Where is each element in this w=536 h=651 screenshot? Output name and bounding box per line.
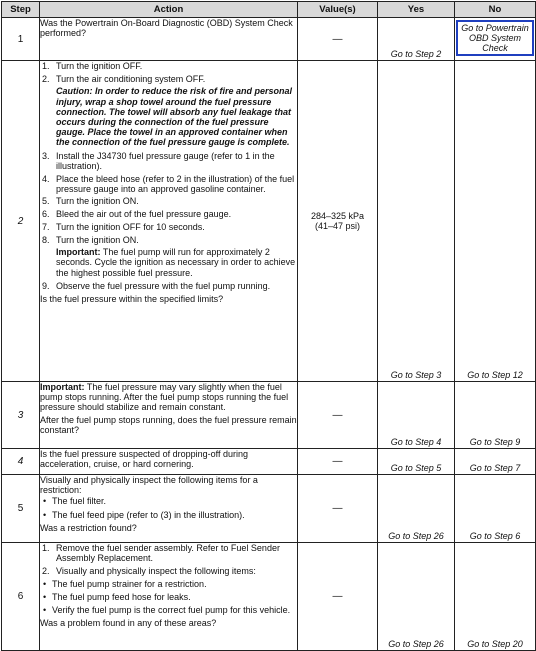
goto-yes-link[interactable]: Go to Step 5 bbox=[390, 463, 442, 473]
action-cell bbox=[40, 61, 298, 382]
value-cell bbox=[298, 382, 378, 449]
action-cell bbox=[40, 475, 298, 543]
caution-note: Caution: In order to reduce the risk of fire and personal injury, wrap a shop towel around the fuel pressure connection. The towel will absorb any fuel leakage that occurs during the connection of the fuel pressure gauge. Place the towel in an approved container when the connection of the fuel pressure gauge is complete. bbox=[56, 86, 293, 148]
header-values: Value(s) bbox=[298, 2, 378, 18]
no-cell bbox=[455, 61, 536, 382]
question: Was a problem found in any of these areas? bbox=[40, 618, 217, 629]
list-item: 1. Turn the ignition OFF. bbox=[42, 61, 143, 71]
value-dash: — bbox=[332, 456, 343, 467]
action-cell bbox=[40, 543, 298, 651]
list-item: 4. Place the bleed hose (refer to 2 in the illustration) of the fuel pressure gauge into an approved gasoline container. bbox=[42, 173, 295, 194]
header-action: Action bbox=[40, 2, 298, 18]
question: Was the Powertrain On-Board Diagnostic (OBD) System Check performed? bbox=[40, 18, 293, 39]
step-number: 2 bbox=[2, 61, 40, 382]
header-row bbox=[2, 2, 536, 18]
instruction: Visually and physically inspect the following items for a restriction: bbox=[40, 475, 258, 496]
important-note: Important: The fuel pump will run for approximately 2 seconds. Cycle the ignition as necessary in order to achieve the highest possible fuel pressure. bbox=[56, 247, 296, 278]
list-item: • The fuel pump strainer for a restriction. bbox=[40, 579, 297, 589]
goto-yes-link[interactable]: Go to Step 3 bbox=[390, 370, 442, 380]
goto-no-link[interactable]: Go to Step 12 bbox=[467, 370, 523, 380]
goto-yes-link[interactable]: Go to Step 2 bbox=[390, 49, 442, 59]
value-cell bbox=[298, 18, 378, 61]
step-number: 1 bbox=[2, 18, 40, 61]
header-yes: Yes bbox=[378, 2, 455, 18]
step-number: 5 bbox=[2, 475, 40, 543]
list-item: 6. Bleed the air out of the fuel pressure gauge. bbox=[42, 209, 232, 220]
step-number: 4 bbox=[2, 449, 40, 475]
procedure-list bbox=[40, 281, 297, 291]
action-cell bbox=[40, 449, 298, 475]
table-row-step-5 bbox=[2, 475, 536, 543]
list-item: 1. Remove the fuel sender assembly. Refer to Fuel Sender Assembly Replacement. bbox=[42, 543, 280, 564]
step-number: 3 bbox=[2, 382, 40, 449]
important-note: Important: The fuel pressure may vary slightly when the fuel pump stops running. After the fuel pump stops running the fuel pressure should stabilize and remain constant. bbox=[40, 382, 289, 413]
inspection-list bbox=[40, 496, 297, 519]
procedure-list bbox=[40, 543, 297, 576]
yes-cell bbox=[378, 61, 455, 382]
action-cell bbox=[40, 382, 298, 449]
list-item: • Verify the fuel pump is the correct fuel pump for this vehicle. bbox=[40, 605, 297, 615]
value-dash: — bbox=[332, 503, 343, 514]
question: Is the fuel pressure within the specified limits? bbox=[40, 293, 224, 304]
yes-cell bbox=[378, 543, 455, 651]
table-row-step-6 bbox=[2, 543, 536, 651]
list-item: 2. Turn the air conditioning system OFF. bbox=[42, 73, 206, 84]
yes-cell bbox=[378, 18, 455, 61]
pressure-psi: (41–47 psi) bbox=[314, 221, 361, 231]
list-item: 3. Install the J34730 fuel pressure gauge (refer to 1 in the illustration). bbox=[42, 150, 275, 171]
goto-no-link[interactable]: Go to Powertrain OBD System Check bbox=[456, 20, 534, 56]
list-item: • The fuel filter. bbox=[40, 496, 297, 506]
goto-no-link[interactable]: Go to Step 9 bbox=[469, 437, 521, 447]
yes-cell bbox=[378, 382, 455, 449]
table-row-step-3 bbox=[2, 382, 536, 449]
table-row-step-2 bbox=[2, 61, 536, 382]
header-no: No bbox=[455, 2, 536, 18]
list-item: • The fuel feed pipe (refer to (3) in the illustration). bbox=[40, 510, 297, 520]
goto-no-link[interactable]: Go to Step 7 bbox=[469, 463, 521, 473]
no-cell bbox=[455, 18, 536, 61]
no-cell bbox=[455, 382, 536, 449]
table-row-step-4 bbox=[2, 449, 536, 475]
goto-yes-link[interactable]: Go to Step 4 bbox=[390, 437, 442, 447]
procedure-list bbox=[40, 151, 297, 245]
yes-cell bbox=[378, 475, 455, 543]
step-number: 6 bbox=[2, 543, 40, 651]
diagnostic-table bbox=[1, 1, 536, 651]
question: After the fuel pump stops running, does the fuel pressure remain constant? bbox=[40, 414, 297, 435]
goto-no-link[interactable]: Go to Step 20 bbox=[467, 639, 523, 649]
goto-yes-link[interactable]: Go to Step 26 bbox=[388, 639, 444, 649]
goto-yes-link[interactable]: Go to Step 26 bbox=[388, 531, 444, 541]
list-item: 2. Visually and physically inspect the following items: bbox=[42, 565, 256, 576]
header-step: Step bbox=[2, 2, 40, 18]
list-item: • The fuel pump feed hose for leaks. bbox=[40, 592, 297, 602]
question: Is the fuel pressure suspected of dropping-off during acceleration, cruise, or hard cornering. bbox=[40, 449, 248, 470]
question: Was a restriction found? bbox=[40, 522, 137, 533]
list-item: 8. Turn the ignition ON. bbox=[42, 234, 139, 245]
value-cell bbox=[298, 61, 378, 382]
inspection-list bbox=[40, 579, 297, 616]
no-cell bbox=[455, 449, 536, 475]
value-dash: — bbox=[332, 409, 343, 421]
no-cell bbox=[455, 475, 536, 543]
no-cell bbox=[455, 543, 536, 651]
action-cell bbox=[40, 18, 298, 61]
value-dash: — bbox=[332, 33, 343, 45]
procedure-list bbox=[40, 61, 297, 84]
list-item: 7. Turn the ignition OFF for 10 seconds. bbox=[42, 221, 205, 232]
value-cell bbox=[298, 449, 378, 475]
pressure-kpa: 284–325 kPa bbox=[310, 211, 365, 221]
value-cell bbox=[298, 475, 378, 543]
list-item: 5. Turn the ignition ON. bbox=[42, 196, 139, 207]
table-row-step-1 bbox=[2, 18, 536, 61]
value-dash: — bbox=[332, 591, 343, 602]
goto-no-link[interactable]: Go to Step 6 bbox=[469, 531, 521, 541]
yes-cell bbox=[378, 449, 455, 475]
list-item: 9. Observe the fuel pressure with the fuel pump running. bbox=[42, 280, 271, 291]
value-cell bbox=[298, 543, 378, 651]
